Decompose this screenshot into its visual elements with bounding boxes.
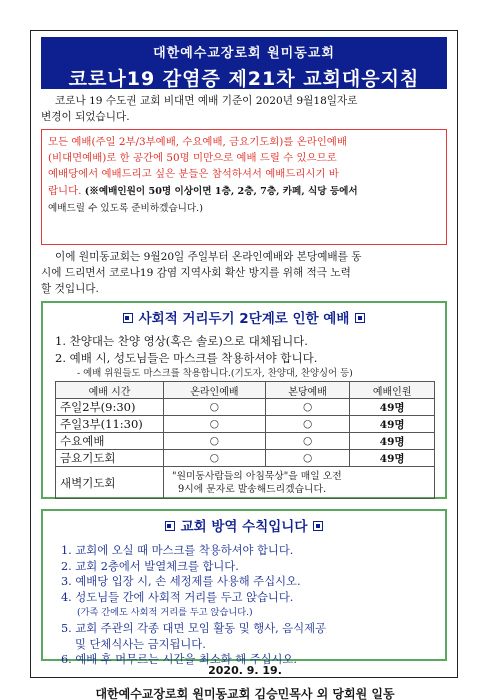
list-sub-note: - 예배 위원들도 마스크를 착용합니다.(기도자, 찬양대, 찬양싱어 등) <box>77 368 353 379</box>
prayer-note-line: "원미동사람들의 아침묵상"을 매일 오전 <box>172 470 342 482</box>
notice-line: 랍니다. <box>48 184 82 197</box>
title-banner <box>41 37 447 89</box>
capacity-count: 49명 <box>350 450 435 467</box>
onsite-mark: ○ <box>265 399 350 416</box>
list-sub-note: (가족 간에도 사회적 거리를 두고 앉습니다.) <box>77 607 253 619</box>
list-item: 6. 예배 후 머무르는 시간을 최소화 해 주십시오. <box>61 653 297 667</box>
notice-red-text <box>48 134 440 217</box>
table-header-row <box>56 382 435 399</box>
intro-line-1: 코로나 19 수도권 교회 비대면 예배 기준이 2020년 9월18일자로 <box>55 95 358 107</box>
quarantine-rules-section <box>41 509 447 667</box>
online-mark: ○ <box>164 450 266 467</box>
square-bullet-icon <box>355 313 365 323</box>
list-item-continuation: 및 단체식사는 금지됩니다. <box>75 637 206 651</box>
onsite-mark: ○ <box>265 433 350 450</box>
page-title: 코로나19 감염증 제21차 교회대응지침 <box>68 68 420 90</box>
table-row <box>56 467 435 499</box>
service-name: 새벽기도회 <box>56 467 164 499</box>
table-row <box>56 433 435 450</box>
online-mark: ○ <box>164 433 266 450</box>
column-header: 예배인원 <box>350 382 435 399</box>
capacity-count: 49명 <box>350 433 435 450</box>
service-name: 주일3부(11:30) <box>56 416 164 433</box>
onsite-mark: ○ <box>265 416 350 433</box>
column-header: 온라인예배 <box>164 382 266 399</box>
column-header: 예배 시간 <box>56 382 164 399</box>
list-item: 1. 찬양대는 찬양 영상(혹은 솔로)으로 대체됩니다. <box>55 334 308 348</box>
intro-paragraph <box>41 93 447 125</box>
notice-document <box>30 30 458 700</box>
service-name: 주일2부(9:30) <box>56 399 164 416</box>
section-heading-text: 사회적 거리두기 2단계로 인한 예배 <box>138 311 350 327</box>
quarantine-rules-list <box>61 543 445 668</box>
policy-line-3: 할 것입니다. <box>41 283 99 295</box>
policy-line-2: 시에 드리면서 코로나19 감염 지역사회 확산 방지를 위해 적극 노력 <box>41 267 351 279</box>
notice-line: (비대면예배)로 한 공간에 50명 미만으로 예배 드릴 수 있으므로 <box>48 152 337 165</box>
online-mark: ○ <box>164 416 266 433</box>
worship-schedule-table <box>55 381 435 499</box>
notice-capacity-note: (※예배인원이 50명 이상이면 1층, 2층, 7층, 카페, 식당 등에서 <box>84 185 358 197</box>
list-item: 2. 예배 시, 성도님들은 마스크를 착용하셔야 합니다. <box>55 351 318 365</box>
prayer-note <box>164 467 435 499</box>
table-row <box>56 399 435 416</box>
capacity-count: 49명 <box>350 416 435 433</box>
notice-line: 예배당에서 예배드리고 싶은 분들은 참석하셔서 예배드리시기 바 <box>48 168 339 181</box>
list-item: 5. 교회 주관의 각종 대면 모임 활동 및 행사, 음식제공 <box>61 621 326 635</box>
list-item: 4. 성도님들 간에 사회적 거리를 두고 앉습니다. <box>61 590 294 604</box>
issue-date: 2020. 9. 19. <box>208 664 282 677</box>
section-heading <box>43 515 445 535</box>
list-item: 1. 교회에 오실 때 마스크를 착용하셔야 합니다. <box>61 544 294 557</box>
table-row <box>56 450 435 467</box>
section-heading <box>43 307 445 327</box>
column-header: 본당예배 <box>265 382 350 399</box>
capacity-count: 49명 <box>350 399 435 416</box>
online-worship-notice <box>41 129 447 245</box>
list-item: 3. 예배당 입장 시, 손 세정제를 사용해 주십시오. <box>61 575 301 589</box>
signature-line: 대한예수교장로회 원미동교회 김승민목사 외 당회원 일동 <box>95 687 395 700</box>
distancing-worship-section <box>41 301 447 499</box>
square-bullet-icon <box>165 521 175 531</box>
notice-line: 모든 예배(주일 2부/3부예배, 수요예배, 금요기도회)를 온라인예배 <box>48 136 347 148</box>
notice-capacity-note-2: 예배드릴 수 있도록 준비하겠습니다.) <box>48 202 203 214</box>
square-bullet-icon <box>123 313 133 323</box>
onsite-mark: ○ <box>265 450 350 467</box>
intro-line-2: 변경이 되었습니다. <box>41 111 130 123</box>
policy-line-1: 이에 원미동교회는 9월20일 주일부터 온라인예배와 본당예배를 동 <box>55 251 362 263</box>
prayer-note-line: 9시에 문자로 발송해드리겠습니다. <box>178 483 327 495</box>
policy-paragraph <box>41 249 447 297</box>
worship-rules-list <box>55 333 445 381</box>
church-name: 대한예수교장로회 원미동교회 <box>153 46 335 61</box>
section-heading-text: 교회 방역 수칙입니다 <box>180 519 308 535</box>
table-row <box>56 416 435 433</box>
service-name: 금요기도회 <box>56 450 164 467</box>
service-name: 수요예배 <box>56 433 164 450</box>
online-mark: ○ <box>164 399 266 416</box>
list-item: 2. 교회 2층에서 발열체크를 합니다. <box>61 559 239 573</box>
square-bullet-icon <box>313 521 323 531</box>
